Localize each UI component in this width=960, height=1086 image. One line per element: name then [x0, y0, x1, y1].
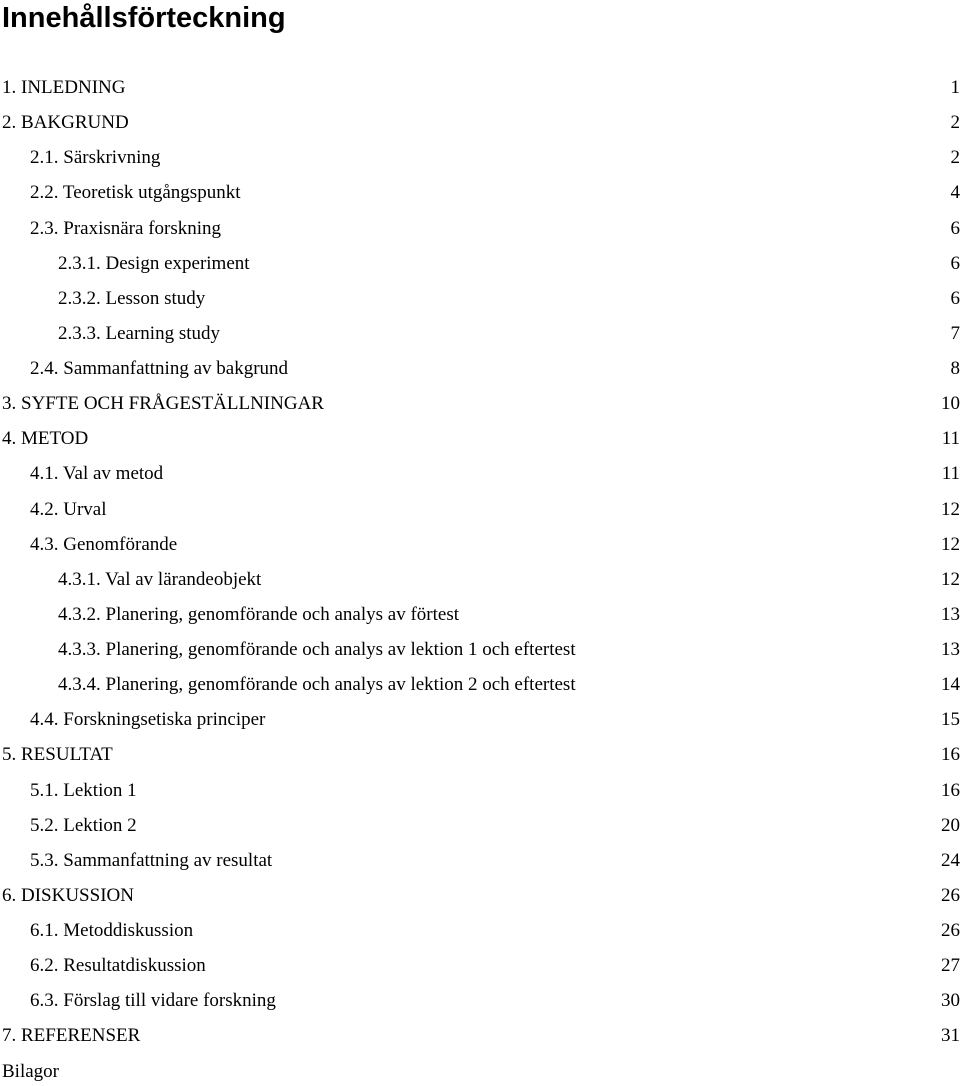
toc-entry-title	[58, 246, 250, 281]
toc-entry[interactable]	[0, 140, 960, 175]
toc-entry[interactable]	[0, 843, 960, 878]
toc-entry[interactable]	[0, 667, 960, 702]
toc-entry-page: 30	[941, 990, 960, 1012]
toc-entry[interactable]	[0, 773, 960, 808]
toc-entry-title	[2, 737, 113, 772]
toc-entry-text: Urval	[63, 498, 107, 520]
toc-entry-number: 5.1.	[30, 779, 59, 801]
toc-entry-title	[30, 456, 163, 491]
toc-entry-title	[30, 140, 160, 175]
toc-entry[interactable]	[0, 175, 960, 210]
toc-entry-title	[30, 175, 240, 210]
toc-entry-page: 12	[941, 498, 960, 520]
toc-entry-title	[2, 105, 129, 140]
toc-entry-number: 5.2.	[30, 814, 59, 836]
toc-entry-text: Genomförande	[63, 533, 178, 555]
toc-entry-text: Sammanfattning av resultat	[63, 849, 273, 871]
toc-entry-text: Planering, genomförande och analys av lektion 1 och eftertest	[105, 639, 576, 660]
toc-entry-page: 16	[941, 779, 960, 801]
toc-entry-text: SYFTE OCH FRÅGESTÄLLNINGAR	[21, 393, 324, 415]
toc-entry-number: 4.3.	[30, 533, 59, 555]
toc-entry-page: 26	[941, 920, 960, 941]
toc-entry-number: 6.	[2, 884, 17, 906]
toc-entry-text: BAKGRUND	[21, 112, 129, 134]
toc-entry-number: 5.	[2, 744, 17, 766]
toc-entry-number: 4.3.2.	[58, 603, 101, 625]
toc-entry-number: 4.3.3.	[58, 639, 101, 660]
toc-entry-title	[2, 386, 324, 421]
toc-entry-title	[30, 351, 288, 386]
toc-entry-page: 13	[941, 639, 960, 660]
toc-entry-text: Forskningsetiska principer	[63, 709, 266, 731]
toc-entry-title	[2, 878, 134, 913]
toc-entry[interactable]	[0, 351, 960, 386]
toc-entry-text: DISKUSSION	[21, 884, 134, 906]
toc-entry-text: Resultatdiskussion	[63, 955, 206, 977]
toc-entry-page: 1	[950, 77, 960, 98]
toc-entry-number: 4.4.	[30, 709, 59, 731]
toc-entry-title	[30, 211, 221, 246]
toc-entry-number: 4.	[2, 428, 17, 450]
toc-entry-title	[2, 70, 125, 105]
toc-entry-text: Teoretisk utgångspunkt	[62, 182, 241, 204]
toc-entry-text: Praxisnära forskning	[63, 217, 222, 239]
toc-entry-page: 27	[941, 955, 960, 977]
toc-entry-text: REFERENSER	[21, 1025, 141, 1047]
toc-entry-page: 24	[941, 849, 960, 871]
toc-entry-text: Learning study	[105, 322, 221, 344]
toc-entry-page: 2	[950, 112, 960, 134]
toc-entry-text: Lektion 1	[63, 779, 137, 801]
toc-entry[interactable]	[0, 527, 960, 562]
toc-entry-page: 11	[941, 463, 960, 485]
toc-entry-title	[58, 316, 220, 351]
toc-entry-number: 6.3.	[30, 990, 59, 1012]
toc-entry-title	[30, 913, 193, 948]
toc-entry[interactable]	[0, 562, 960, 597]
toc-entry-title	[30, 843, 272, 878]
table-of-contents	[0, 70, 960, 1054]
toc-entry-page: 7	[950, 322, 960, 344]
toc-entry-title	[30, 948, 206, 983]
toc-entry-text: Design experiment	[105, 252, 250, 274]
toc-entry-title	[2, 1018, 140, 1053]
toc-entry-text: METOD	[21, 428, 89, 450]
toc-entry-page: 20	[941, 814, 960, 836]
toc-entry-page: 26	[941, 884, 960, 906]
toc-entry-number: 4.1.	[30, 463, 59, 485]
toc-entry-number: 2.3.3.	[58, 322, 101, 344]
toc-entry[interactable]	[0, 878, 960, 913]
toc-entry-text: INLEDNING	[21, 77, 126, 98]
toc-entry-text: Planering, genomförande och analys av förtest	[105, 603, 459, 625]
toc-entry-number: 4.3.1.	[58, 568, 101, 590]
toc-entry-title	[58, 562, 261, 597]
toc-entry[interactable]	[0, 632, 960, 667]
toc-entry-number: 5.3.	[30, 849, 59, 871]
toc-entry-number: 2.4.	[30, 358, 59, 379]
toc-entry[interactable]	[0, 70, 960, 105]
toc-entry-title	[58, 597, 459, 632]
toc-entry-page: 16	[941, 744, 960, 766]
toc-entry-page: 13	[941, 603, 960, 625]
toc-entry-page: 6	[950, 217, 960, 239]
toc-entry-number: 6.2.	[30, 955, 59, 977]
toc-entry-text: Lektion 2	[63, 814, 137, 836]
toc-entry[interactable]	[0, 456, 960, 491]
toc-entry-number: 4.3.4.	[58, 674, 101, 696]
toc-entry-page: 10	[941, 393, 960, 415]
toc-entry-number: 2.2.	[30, 182, 59, 204]
appendix-label: Bilagor	[2, 1061, 59, 1082]
toc-entry[interactable]	[0, 281, 960, 316]
toc-entry-number: 1.	[2, 77, 17, 98]
toc-entry-text: Lesson study	[105, 287, 206, 309]
toc-entry-number: 4.2.	[30, 498, 59, 520]
toc-entry-text: Särskrivning	[63, 147, 161, 169]
toc-entry-number: 2.1.	[30, 147, 59, 169]
toc-entry-page: 31	[941, 1025, 960, 1047]
toc-entry[interactable]	[0, 246, 960, 281]
toc-entry-number: 3.	[2, 393, 17, 415]
toc-entry[interactable]	[0, 948, 960, 983]
toc-entry-number: 7.	[2, 1025, 17, 1047]
toc-entry-page: 12	[941, 568, 960, 590]
toc-entry[interactable]	[0, 1018, 960, 1053]
toc-entry[interactable]	[0, 421, 960, 456]
toc-entry[interactable]	[0, 597, 960, 632]
toc-entry[interactable]	[0, 808, 960, 843]
toc-entry-title	[30, 773, 137, 808]
toc-entry-number: 2.3.1.	[58, 252, 101, 274]
toc-entry-page: 12	[941, 533, 960, 555]
toc-entry[interactable]	[0, 211, 960, 246]
toc-entry-page: 11	[941, 428, 960, 450]
toc-entry-title	[58, 632, 576, 667]
toc-entry-title	[58, 667, 576, 702]
toc-entry-page: 6	[950, 287, 960, 309]
page-title: Innehållsförteckning	[2, 2, 286, 34]
toc-entry-text: Förslag till vidare forskning	[63, 990, 276, 1012]
toc-entry-text: Planering, genomförande och analys av lektion 2 och eftertest	[105, 674, 576, 696]
toc-entry-text: RESULTAT	[21, 744, 113, 766]
toc-entry-title	[30, 492, 107, 527]
toc-entry[interactable]	[0, 492, 960, 527]
toc-entry[interactable]	[0, 983, 960, 1018]
toc-entry-page: 2	[950, 147, 960, 169]
toc-entry-title	[30, 527, 177, 562]
toc-entry-page: 15	[941, 709, 960, 731]
toc-entry[interactable]	[0, 737, 960, 772]
toc-entry-title	[30, 702, 265, 737]
toc-entry-number: 2.3.2.	[58, 287, 101, 309]
toc-entry-page: 14	[941, 674, 960, 696]
toc-entry-title	[2, 421, 88, 456]
toc-entry-number: 2.	[2, 112, 17, 134]
toc-entry[interactable]	[0, 316, 960, 351]
toc-entry-title	[30, 983, 276, 1018]
toc-entry-text: Metoddiskussion	[63, 920, 194, 941]
toc-entry[interactable]	[0, 913, 960, 948]
toc-entry-title	[30, 808, 137, 843]
toc-entry-number: 2.3.	[30, 217, 59, 239]
toc-entry-page: 4	[950, 182, 960, 204]
toc-entry[interactable]	[0, 702, 960, 737]
toc-entry-text: Val av metod	[62, 463, 164, 485]
toc-entry-text: Val av lärandeobjekt	[105, 568, 262, 590]
toc-entry-page: 8	[950, 358, 960, 379]
toc-entry[interactable]	[0, 386, 960, 421]
toc-entry-text: Sammanfattning av bakgrund	[63, 358, 289, 379]
toc-entry[interactable]	[0, 105, 960, 140]
toc-entry-page: 6	[950, 252, 960, 274]
toc-entry-title	[58, 281, 205, 316]
toc-entry-number: 6.1.	[30, 920, 59, 941]
